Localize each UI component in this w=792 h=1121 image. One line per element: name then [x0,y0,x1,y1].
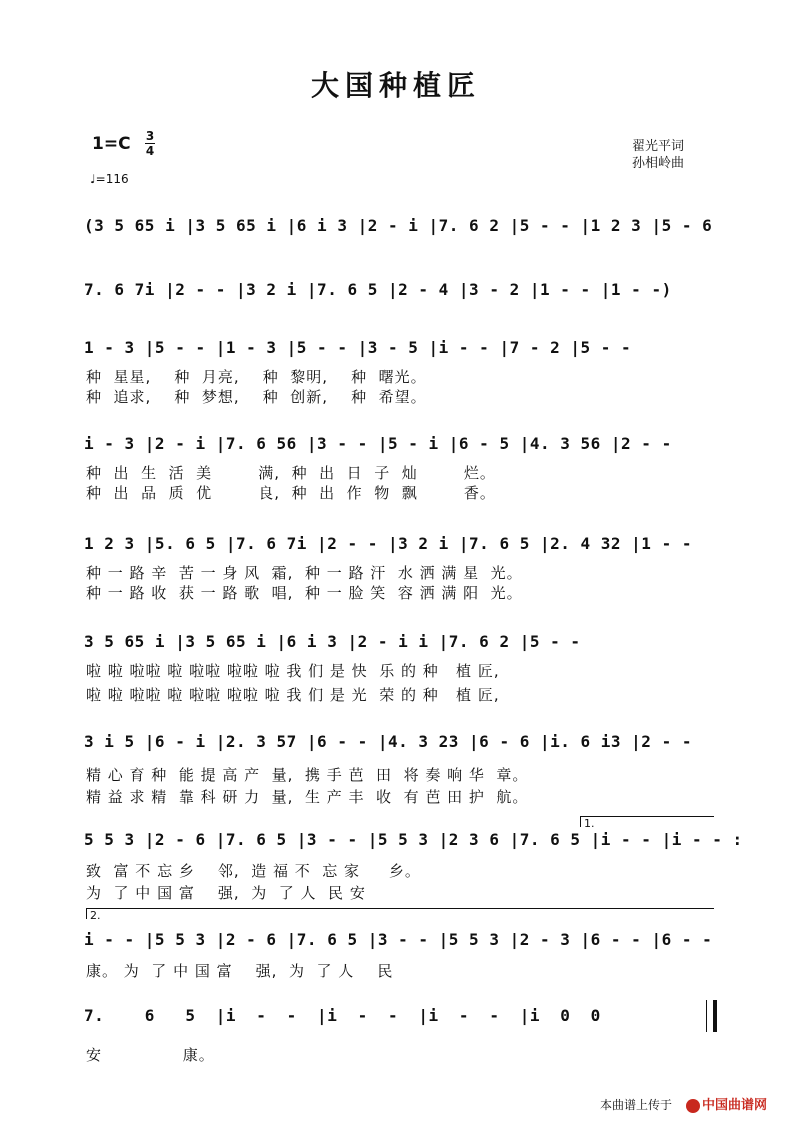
notation-row-1: (3 5 65 i |3 5 65 i |6 i 3 |2 - i |7. 6 2 |5 - - |1 2 3 |5 - 6 [84,216,713,235]
tempo-marking: ♩=116 [90,172,129,186]
lyric-row-7-verse-2: 精 益 求 精 靠 科 研 力 量, 生 产 丰 收 有 芭 田 护 航。 [86,788,529,806]
lyric-row-3-verse-1: 种 星星, 种 月亮, 种 黎明, 种 曙光。 [86,368,427,386]
lyric-row-3-verse-2: 种 追求, 种 梦想, 种 创新, 种 希望。 [86,388,427,406]
lyric-row-6-verse-1: 啦 啦 啦啦 啦 啦啦 啦啦 啦 我 们 是 快 乐 的 种 植 匠, [86,662,500,680]
notation-row-9: i - - |5 5 3 |2 - 6 |7. 6 5 |3 - - |5 5 3 |2 - 3 |6 - - |6 - - [84,930,713,949]
notation-row-7: 3 i 5 |6 - i |2. 3 57 |6 - - |4. 3 23 |6 - 6 |i. 6 i3 |2 - - [84,732,692,751]
lyric-row-4-verse-1: 种 出 生 活 美 满, 种 出 日 子 灿 烂。 [86,464,496,482]
song-title: 大国种植匠 [310,69,481,102]
lyric-row-5-verse-1: 种 一 路 辛 苦 一 身 风 霜, 种 一 路 汗 水 洒 满 星 光。 [86,564,523,582]
footer-brand-text: 中国曲谱网 [702,1098,768,1113]
notation-row-10: 7. 6 5 |i - - |i - - |i - - |i 0 0 [84,1006,601,1025]
lyric-row-6-verse-2: 啦 啦 啦啦 啦 啦啦 啦啦 啦 我 们 是 光 荣 的 种 植 匠, [86,686,500,704]
notation-row-5: 1 2 3 |5. 6 5 |7. 6 7i |2 - - |3 2 i |7. 6 5 |2. 4 32 |1 - - [84,534,692,553]
lyricist-credit: 翟光平词 [632,139,685,154]
credits [632,138,684,172]
time-signature-bottom: 4 [145,144,155,158]
notation-row-3: 1 - 3 |5 - - |1 - 3 |5 - - |3 - 5 |i - - |7 - 2 |5 - - [84,338,632,357]
footer-upload-note: 本曲谱上传于 [600,1098,673,1112]
brand-logo-icon [686,1099,700,1113]
time-signature-top: 3 [145,129,155,143]
lyric-row-4-verse-2: 种 出 品 质 优 良, 种 出 作 物 飘 香。 [86,484,496,502]
notation-row-6: 3 5 65 i |3 5 65 i |6 i 3 |2 - i i |7. 6 2 |5 - - [84,632,581,651]
lyric-row-9: 康。 为 了 中 国 富 强, 为 了 人 民 [86,962,394,980]
final-barline [706,1000,717,1032]
lyric-row-5-verse-2: 种 一 路 收 获 一 路 歌 唱, 种 一 脸 笑 容 洒 满 阳 光。 [86,584,523,602]
footer-brand[interactable] [686,1094,767,1113]
lyric-row-8-verse-2: 为 了 中 国 富 强, 为 了 人 民 安 [86,884,366,902]
notation-row-2: 7. 6 7i |2 - - |3 2 i |7. 6 5 |2 - 4 |3 - 2 |1 - - |1 - -) [84,280,672,299]
second-ending-bracket: 2. [86,908,714,919]
composer-credit: 孙相岭曲 [632,156,685,171]
lyric-row-7-verse-1: 精 心 育 种 能 提 高 产 量, 携 手 芭 田 将 奏 响 华 章。 [86,766,529,784]
notation-row-8: 5 5 3 |2 - 6 |7. 6 5 |3 - - |5 5 3 |2 3 6 |7. 6 5 |i - - |i - - : [84,830,743,849]
time-signature [145,130,155,157]
lyric-row-10: 安 康。 [86,1046,215,1064]
first-ending-bracket: 1. [580,816,714,827]
key-signature: 1=C [92,134,131,154]
notation-row-4: i - 3 |2 - i |7. 6 56 |3 - - |5 - i |6 - 5 |4. 3 56 |2 - - [84,434,672,453]
lyric-row-8-verse-1: 致 富 不 忘 乡 邻, 造 福 不 忘 家 乡。 [86,862,421,880]
